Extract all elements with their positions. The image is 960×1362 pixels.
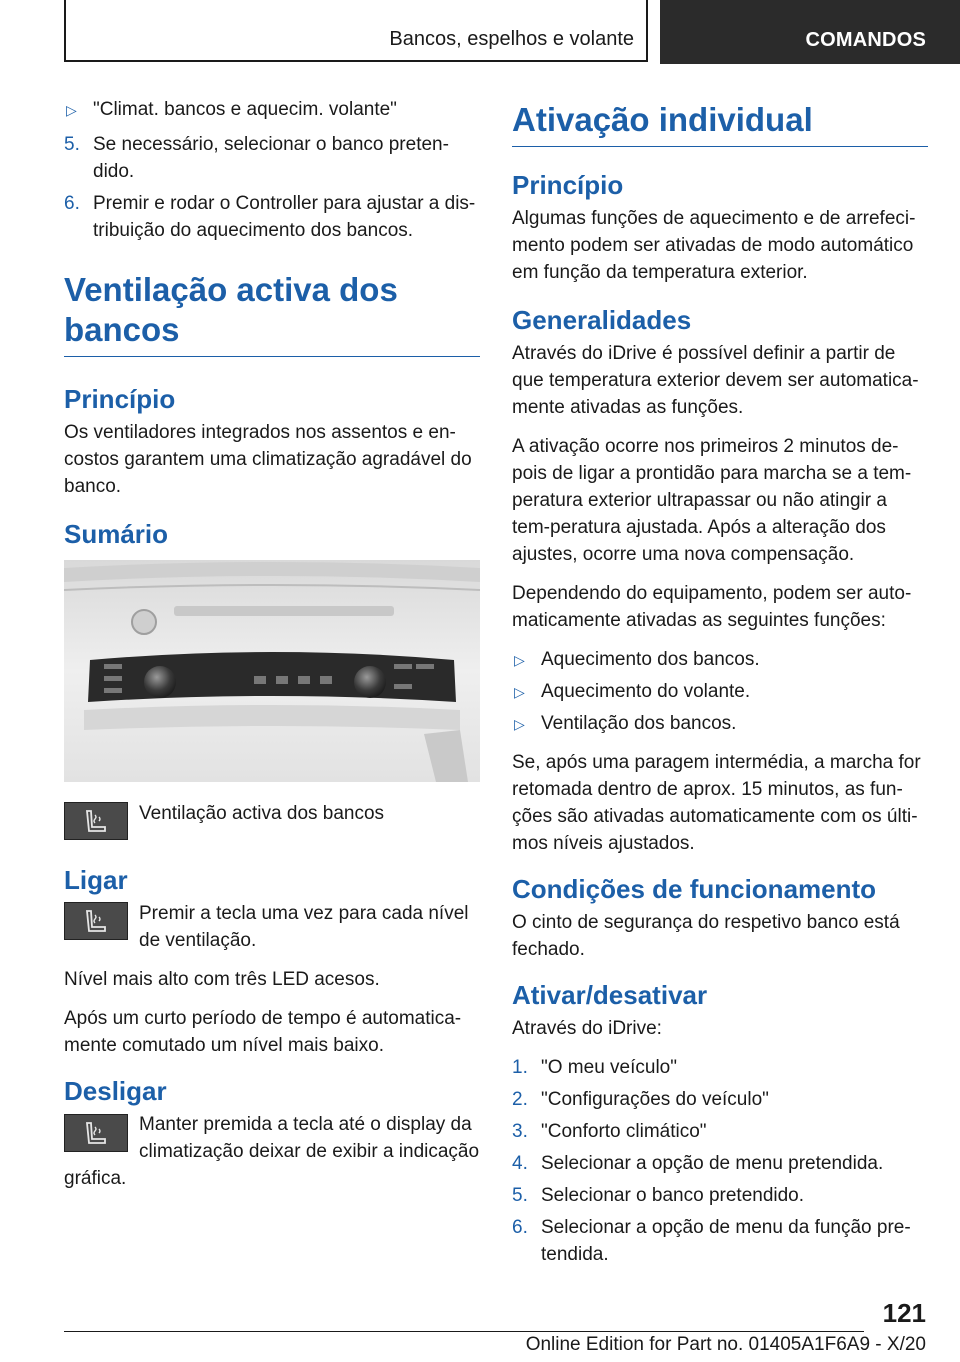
header-section-box [64,0,648,62]
ligar-text: Premir a tecla uma vez para cada nível de ventilação. [139,903,469,951]
list-item: ▷ Aquecimento dos bancos. [512,646,928,673]
list-item: 6. Premir e rodar o Controller para ajustar a dis-tribuição do aquecimento dos bancos. [64,193,476,241]
header-chapter-tab [660,0,960,64]
seat-ventilation-icon [64,802,128,840]
list-item: 5. Se necessário, selecionar o banco preten-dido. [64,134,449,182]
subsection-title-principio: Princípio [512,170,624,200]
desligar-text: Manter premida a tecla até o display da climatização deixar de exibir a indicação gráfica. [64,1114,480,1189]
header-chapter-title: COMANDOS [805,29,926,51]
right-column [512,100,928,1280]
list-item: 6. Selecionar a opção de menu da função pre-tendida. [512,1217,911,1265]
climate-control-panel-image [64,560,480,782]
list-item: 5. Selecionar o banco pretendido. [512,1185,805,1206]
generalidades-p2: A ativação ocorre nos primeiros 2 minutos de-pois de ligar a prontidão para marcha se a tem-peratura exterior ultrapassar ou não atingir a tem-peratura ajustada. Após a alteração dos ajustes, ocorre uma nova compensação. [512,436,912,565]
list-item: 4. Selecionar a opção de menu pretendida. [512,1153,884,1174]
section-title-ativacao: Ativação individual [512,100,928,147]
footer-edition: Online Edition for Part no. 01405A1F6A9 - X/20 [525,1334,926,1355]
section-title-ventilation: Ventilação activa dos bancos [64,270,480,357]
subsection-title-generalidades: Generalidades [512,305,692,335]
list-item: ▷ Ventilação dos bancos. [512,710,928,737]
pre-steps-list [64,131,480,244]
left-column [64,96,480,1204]
list-item: ▷ "Climat. bancos e aquecim. volante" [64,96,480,123]
list-item: 1. "O meu veículo" [512,1057,677,1078]
header-section-title: Bancos, espelhos e volante [389,28,634,50]
list-item: 3. "Conforto climático" [512,1121,707,1142]
generalidades-p3: Dependendo do equipamento, podem ser auto-maticamente ativadas as seguintes funções: [512,583,912,631]
triangle-right-icon: ▷ [514,684,525,700]
list-item: 2. "Configurações do veículo" [512,1089,769,1110]
sumario-icon-row [64,800,480,840]
seat-ventilation-icon [64,902,128,940]
subsection-title-sumario: Sumário [64,519,169,549]
subsection-title-ativar: Ativar/desativar [512,980,708,1010]
list-item: ▷ Aquecimento do volante. [512,678,928,705]
subsection-title-principio: Princípio [64,384,176,414]
principio-text: Algumas funções de aquecimento e de arrefeci-mento podem ser ativadas de modo automático em função da temperatura exterior. [512,208,916,283]
triangle-right-icon: ▷ [514,652,525,668]
ligar-icon-row [64,900,480,954]
ligar-note-2: Após um curto período de tempo é automatica-mente comutado um nível mais baixo. [64,1008,462,1056]
page-number: 121 [882,1298,926,1328]
ativar-intro: Através do iDrive: [512,1018,662,1039]
seat-ventilation-icon [64,1114,128,1152]
condicoes-text: O cinto de segurança do respetivo banco está fechado. [512,912,900,960]
subsection-title-condicoes: Condições de funcionamento [512,874,877,904]
subsection-title-desligar: Desligar [64,1076,167,1106]
generalidades-p4: Se, após uma paragem intermédia, a marcha for retomada dentro de aprox. 15 minutos, as fun-ções são ativadas automaticamente com os últi-mos níveis ajustados. [512,752,921,854]
footer-divider [64,1331,864,1332]
sumario-icon-label: Ventilação activa dos bancos [139,803,385,824]
subsection-title-ligar: Ligar [64,865,128,895]
triangle-right-icon: ▷ [514,716,525,732]
functions-list [512,646,928,737]
triangle-right-icon: ▷ [66,102,77,118]
generalidades-p1: Através do iDrive é possível definir a partir de que temperatura exterior devem ser automatica-mente ativadas as funções. [512,343,919,418]
principio-text: Os ventiladores integrados nos assentos e en-costos garantem uma climatização agradável do banco. [64,422,472,497]
ligar-note-1: Nível mais alto com três LED acesos. [64,969,380,990]
ativar-steps-list [512,1054,928,1268]
desligar-block [64,1111,480,1204]
pre-bullet-list [64,96,480,123]
